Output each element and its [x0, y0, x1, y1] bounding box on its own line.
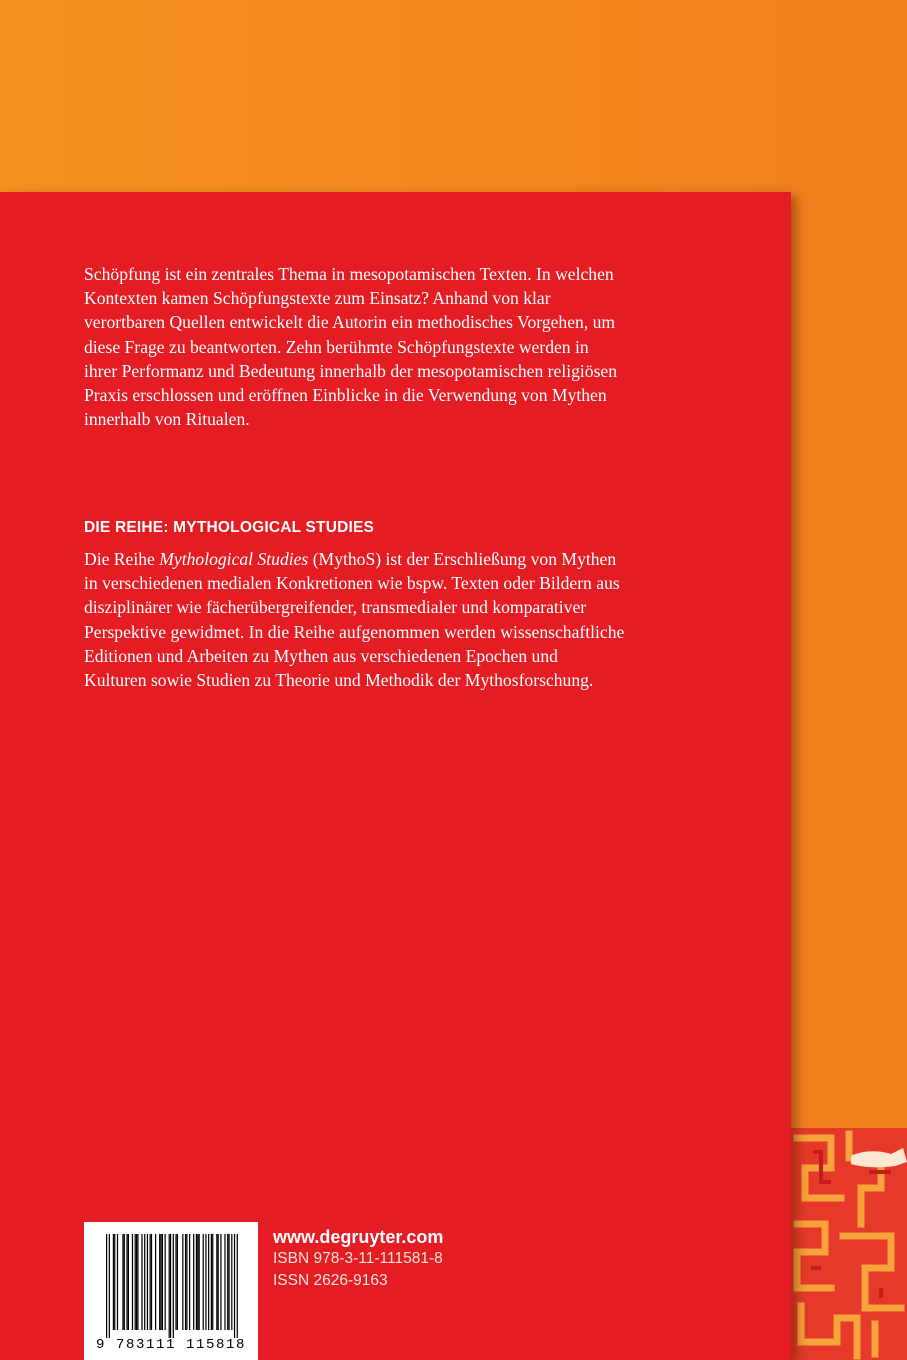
barcode-bar: [155, 1234, 156, 1330]
barcode-bar: [224, 1234, 225, 1330]
barcode-bar: [182, 1234, 183, 1330]
series-line: disziplinärer wie fächerübergreifender, transmedialer und komparativer: [84, 597, 587, 618]
blurb-line: diese Frage zu beantworten. Zehn berühmte Schöpfungstexte werden in: [84, 336, 589, 357]
barcode-bar: [216, 1234, 217, 1330]
barcode-bar: [175, 1234, 176, 1330]
publisher-url: www.degruyter.com: [273, 1227, 444, 1247]
barcode-bar: [220, 1234, 221, 1330]
barcode-bar: [228, 1234, 229, 1330]
barcode-bar: [147, 1234, 148, 1330]
series-description: [84, 547, 724, 692]
series-title-italic: Mythological Studies: [159, 549, 309, 569]
barcode-bar: [203, 1234, 204, 1330]
barcode-bars: [106, 1234, 238, 1338]
barcode-bar: [135, 1234, 136, 1330]
blurb-line: innerhalb von Ritualen.: [84, 409, 250, 430]
series-line: Editionen und Arbeiten zu Mythen aus verschiedenen Epochen und: [84, 645, 558, 666]
barcode-digits: 9 783111 115818: [95, 1337, 247, 1353]
blurb-line: Kontexten kamen Schöpfungstexte zum Einsatz? Anhand von klar: [84, 288, 551, 309]
barcode-bar: [151, 1234, 152, 1330]
barcode-bar: [234, 1234, 235, 1338]
barcode-bar: [218, 1234, 219, 1330]
barcode-bar: [117, 1234, 118, 1330]
barcode-bar: [185, 1234, 186, 1330]
series-line: Perspektive gewidmet. In die Reihe aufgenommen werden wissenschaftliche: [84, 621, 625, 642]
barcode-bar: [170, 1234, 171, 1338]
barcode-bar: [212, 1234, 213, 1330]
barcode-bar: [122, 1234, 123, 1330]
barcode-bar: [160, 1234, 161, 1330]
barcode-bar: [227, 1234, 228, 1330]
barcode-bar: [165, 1234, 166, 1330]
publisher-info: [273, 1226, 443, 1292]
barcode-bar: [109, 1234, 110, 1338]
barcode-bar: [137, 1234, 138, 1330]
barcode-bar: [106, 1234, 107, 1338]
barcode-bar: [177, 1234, 178, 1330]
maze-pattern-graphic: [791, 1128, 907, 1360]
series-heading: DIE REIHE: MYTHOLOGICAL STUDIES: [84, 519, 375, 536]
barcode-bar: [114, 1234, 115, 1330]
barcode-bar: [128, 1234, 129, 1330]
barcode-bar: [169, 1234, 170, 1338]
series-line-suffix: (MythoS) ist der Erschließung von Mythen: [308, 549, 617, 569]
barcode-bar: [196, 1234, 197, 1330]
barcode-bar: [231, 1234, 232, 1330]
series-line: [84, 547, 724, 571]
blurb-line: verortbaren Quellen entwickelt die Autorin ein methodisches Vorgehen, um: [84, 312, 616, 333]
barcode-bar: [211, 1234, 212, 1330]
series-line-prefix: Die Reihe: [84, 549, 160, 569]
barcode: [84, 1222, 258, 1360]
barcode-bar: [150, 1234, 151, 1330]
barcode-bar: [141, 1234, 142, 1330]
isbn-number: ISBN 978-3-11-111581-8: [273, 1250, 443, 1267]
barcode-bar: [237, 1234, 238, 1338]
barcode-bar: [205, 1234, 206, 1330]
barcode-bar: [124, 1234, 125, 1330]
issn-number: ISSN 2626-9163: [273, 1272, 388, 1289]
blurb-line: Schöpfung ist ein zentrales Thema in mesopotamischen Texten. In welchen: [84, 264, 614, 284]
book-blurb: [84, 262, 724, 431]
barcode-bar: [186, 1234, 187, 1330]
barcode-bar: [208, 1234, 209, 1330]
blurb-line: ihrer Performanz und Bedeutung innerhalb der mesopotamischen religiösen: [84, 360, 618, 381]
barcode-bar: [162, 1234, 163, 1330]
barcode-bar: [159, 1234, 160, 1330]
barcode-bar: [144, 1234, 145, 1330]
barcode-bar: [113, 1234, 114, 1330]
barcode-bar: [189, 1234, 190, 1330]
barcode-bar: [136, 1234, 137, 1330]
barcode-bar: [193, 1234, 194, 1330]
barcode-bar: [126, 1234, 127, 1330]
barcode-bar: [199, 1234, 200, 1330]
barcode-bar: [197, 1234, 198, 1330]
blurb-line: Praxis erschlossen und eröffnen Einblicke in die Verwendung von Mythen: [84, 385, 607, 406]
series-line: Kulturen sowie Studien zu Theorie und Methodik der Mythosforschung.: [84, 670, 594, 691]
barcode-bar: [173, 1234, 174, 1338]
barcode-bar: [132, 1234, 133, 1330]
series-line: in verschiedenen medialen Konkretionen wie bspw. Texten oder Bildern aus: [84, 573, 620, 594]
